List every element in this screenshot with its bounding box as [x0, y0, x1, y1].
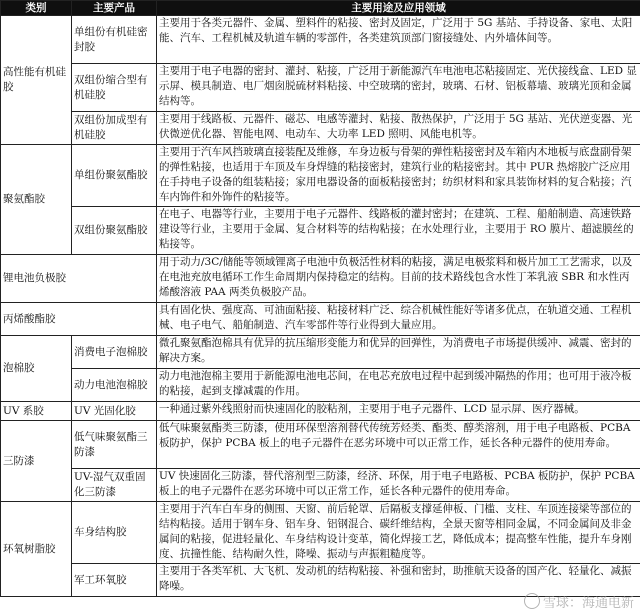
- table-row: [1, 255, 640, 303]
- category-cell: 锂电池负极胶: [1, 255, 157, 303]
- usage-cell: UV 快速固化三防漆，替代溶剂型三防漆，经济、环保，用于电子电路板、PCBA 板防护，保护 PCBA 板上的电子元器件在恶劣环境中可以正常工作，延长各种元器件的使用寿命。: [157, 469, 640, 502]
- table-row: [1, 502, 640, 564]
- table-row: [1, 303, 640, 336]
- usage-cell: 微孔聚氨酯泡棉具有优异的抗压缩形变能力和优异的回弹性，为消费电子市场提供缓冲、减震、密封的解决方案。: [157, 336, 640, 369]
- usage-cell: 具有固化快、强度高、可油面粘接、粘接材料广泛、综合机械性能好等诸多优点，在轨道交通、工程机械、电子电气、船舶制造、汽车零部件等行业得到大量应用。: [157, 303, 640, 336]
- product-cell: 消费电子泡棉胶: [72, 336, 157, 369]
- product-cell: 双组份聚氨酯胶: [72, 207, 157, 255]
- watermark-text: 雪球：海通电新: [542, 596, 634, 611]
- table-row: [1, 369, 640, 402]
- product-cell: 双组份缩合型有机硅胶: [72, 64, 157, 112]
- product-cell: 低气味聚氨酯三防漆: [72, 421, 157, 469]
- usage-cell: 主要用于线路板、元器件、磁芯、电感等灌封、粘接、散热保护，广泛用于 5G 基站、光伏逆变器、光伏微逆优化器、智能电网、电动车、大功率 LED 照明、风能电机等。: [157, 112, 640, 145]
- header-usage: 主要用途及应用领域: [157, 1, 640, 16]
- product-cell: 双组份加成型有机硅胶: [72, 112, 157, 145]
- table-row: [1, 336, 640, 369]
- table-row: [1, 421, 640, 469]
- usage-cell: 用于动力/3C/储能等领域锂离子电池中负极活性材料的粘接，满足电极浆料和极片加工工艺需求，以及在电池充放电循环工作生命周期内保持稳定的结构。目前的技术路线包含水性丁苯乳液 SBR 和水性丙烯酸溶液 PAA 两类负极胶产品。: [157, 255, 640, 303]
- usage-cell: 动力电池泡棉主要用于新能源电池电芯间，在电芯充放电过程中起到缓冲隔热的作用；也可用于液冷板的粘接，起到支撑减震的作用。: [157, 369, 640, 402]
- product-cell: 车身结构胶: [72, 502, 157, 564]
- product-cell: UV-湿气双重固化三防漆: [72, 469, 157, 502]
- table-row: [1, 145, 640, 207]
- category-cell: 三防漆: [1, 421, 72, 502]
- table-row: [1, 16, 640, 64]
- usage-cell: 主要用于汽车白车身的侧围、天窗、前后轮罩、后隔板支撑延伸板、门槛、支柱、车顶连接梁等部位的结构粘接。适用于钢车身、铝车身、铝钢混合、碳纤维结构，全景天窗等相同金属，不同金属间及非金属间的粘接，促进轻量化、车身结构设计变革，简化焊接工艺，降低成本；提高整车性能，提升车身刚度、抗撞性能、结构耐久性，降噪、振动与声振粗糙度等。: [157, 502, 640, 564]
- usage-cell: 主要用于电子电器的密封、灌封、粘接，广泛用于新能源汽车电池电芯粘接固定、光伏接线盒、LED 显示屏、模具制造、电厂烟囱脱硫材料粘接、中空玻璃的密封，玻璃、石材、铝板幕墙、玻璃光顶和金属结构等。: [157, 64, 640, 112]
- product-cell: 军工环氧胶: [72, 564, 157, 597]
- watermark: [524, 592, 634, 611]
- usage-cell: 低气味聚氨酯类三防漆，使用环保型溶剂替代传统芳烃类、酯类、醇类溶剂，用于电子电路板、PCBA 板防护，保护 PCBA 板上的电子元器件在恶劣环境中可以正常工作，延长各种元器件的使用寿命。: [157, 421, 640, 469]
- category-cell: UV 系胶: [1, 402, 72, 421]
- usage-cell: 主要用于各类元器件、金属、塑料件的粘接、密封及固定，广泛用于 5G 基站、手持设备、家电、太阳能、汽车、工程机械及轨道车辆的零部件，各类建筑顶部门窗接缝处、内外墙体间等。: [157, 16, 640, 64]
- header-row: [1, 1, 640, 16]
- product-cell: 单组份有机硅密封胶: [72, 16, 157, 64]
- usage-cell: 一种通过紫外线照射而快速固化的胶粘剂，主要用于电子元器件、LCD 显示屏、医疗器械。: [157, 402, 640, 421]
- table-row: [1, 112, 640, 145]
- header-product: 主要产品: [72, 1, 157, 16]
- table-row: [1, 469, 640, 502]
- usage-cell: 主要用于各类军机、大飞机、发动机的结构粘接、补强和密封，助推航天设备的国产化、轻量化、减振降噪。: [157, 564, 640, 597]
- table-row: [1, 207, 640, 255]
- table-row: [1, 64, 640, 112]
- category-cell: 丙烯酸酯胶: [1, 303, 157, 336]
- snowball-logo-icon: [524, 593, 540, 609]
- header-category: 类别: [1, 1, 72, 16]
- table-row: [1, 402, 640, 421]
- category-cell: 泡棉胶: [1, 336, 72, 402]
- usage-cell: 主要用于汽车风挡玻璃直接装配及维修，车身边板与骨架的弹性粘接密封及车箱内木地板与底盘副骨架的弹性粘接，也适用于车顶及车身焊缝的粘接密封，建筑行业的粘接密封。其中 PUR 热熔胶广泛应用在手持电子设备的组装粘接；家用电器设备的面板粘接密封；纺织材料和家具装饰材料的复合粘接；汽车内饰件和外饰件的粘接等。: [157, 145, 640, 207]
- category-cell: 高性能有机硅胶: [1, 16, 72, 145]
- usage-cell: 在电子、电器等行业，主要用于电子元器件、线路板的灌封密封；在建筑、工程、船舶制造、高速铁路建设等行业，主要用于金属、复合材料等的结构粘接；在水处理行业，主要用于 RO 膜片、超滤膜丝的粘接等。: [157, 207, 640, 255]
- product-cell: 动力电池泡棉胶: [72, 369, 157, 402]
- product-cell: UV 光固化胶: [72, 402, 157, 421]
- category-cell: 环氧树脂胶: [1, 502, 72, 597]
- category-cell: 聚氨酯胶: [1, 145, 72, 255]
- product-cell: 单组份聚氨酯胶: [72, 145, 157, 207]
